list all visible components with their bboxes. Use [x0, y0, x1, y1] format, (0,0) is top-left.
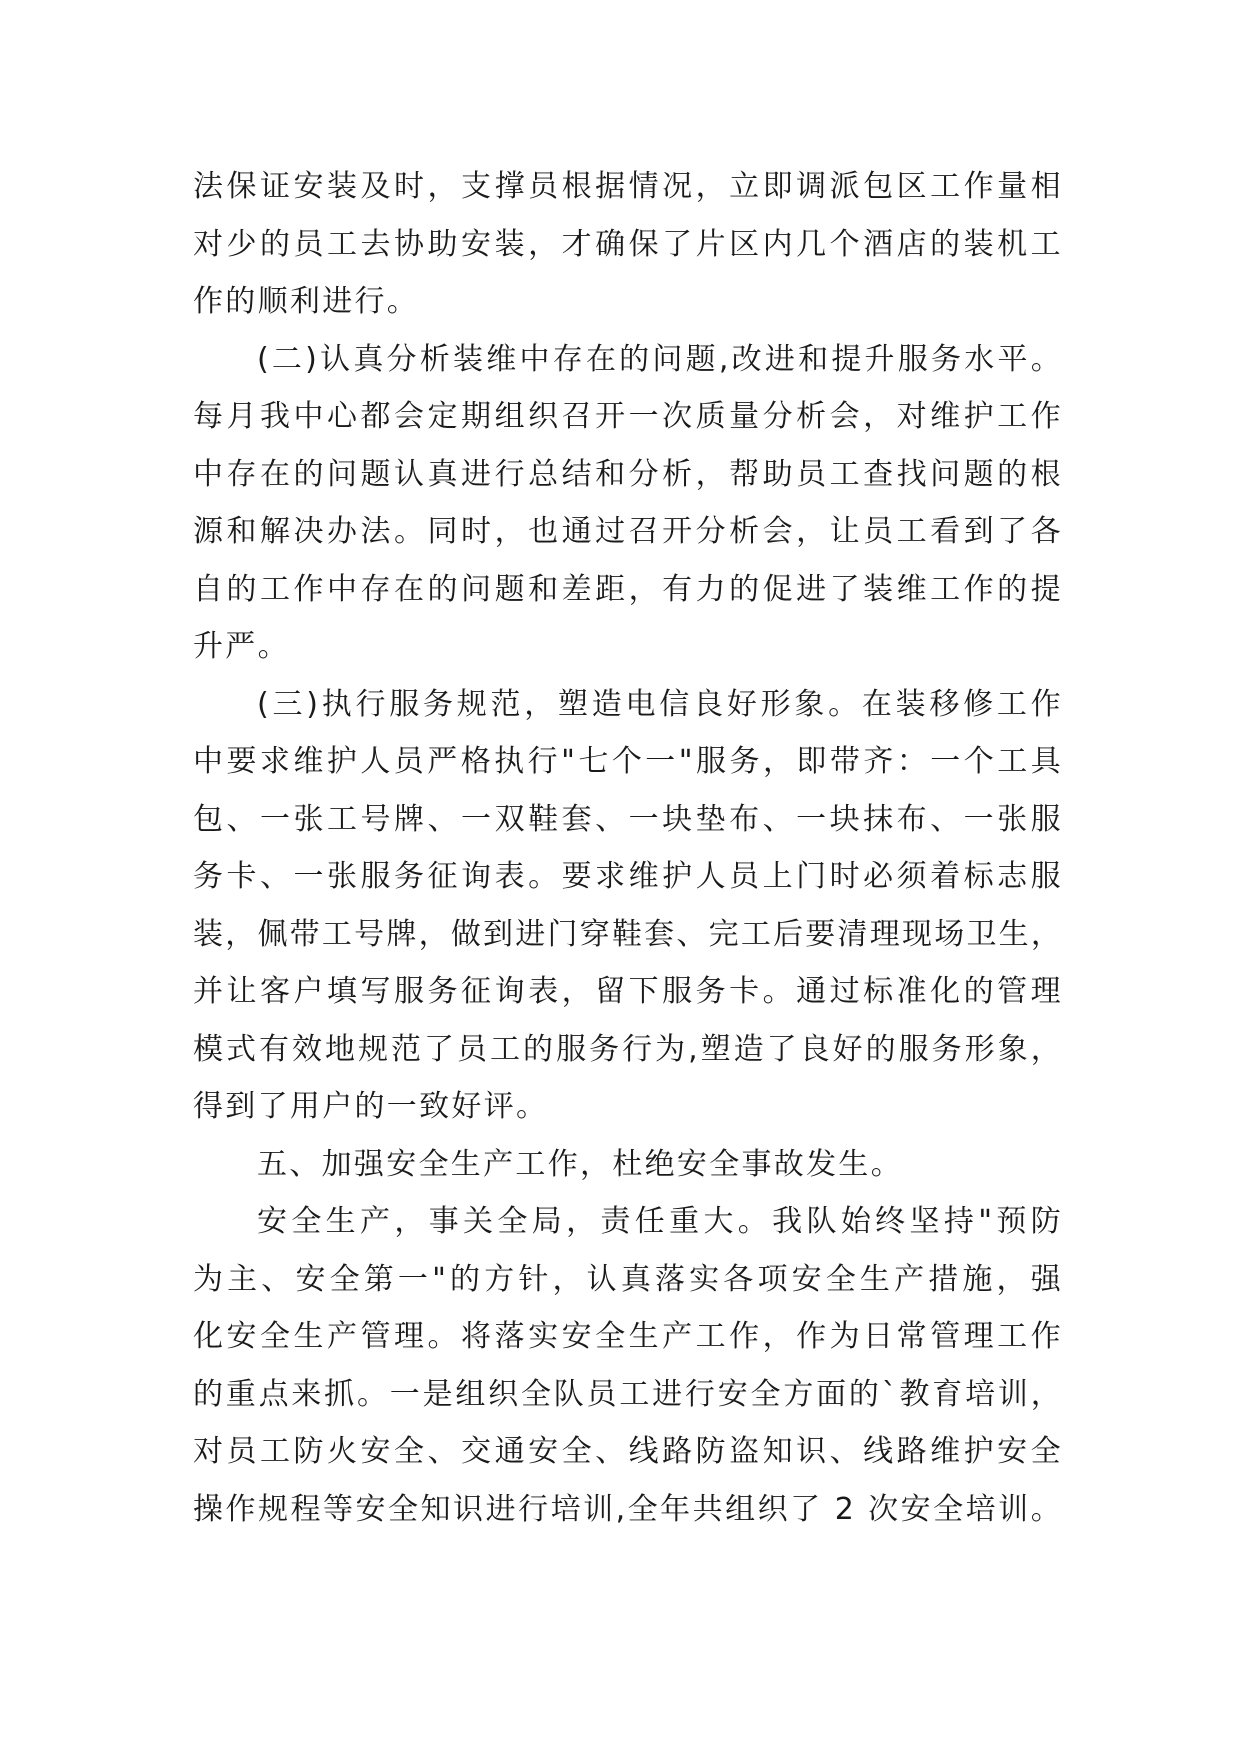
text-line: 升严。: [193, 629, 290, 664]
text-line: 并让客户填写服务征询表，留下服务卡。通过标准化的管理: [193, 974, 1063, 1009]
body-text: [193, 158, 1063, 1538]
text-line: 装，佩带工号牌，做到进门穿鞋套、完工后要清理现场卫生，: [193, 916, 1063, 952]
text-line: 安全生产，事关全局，责任重大。我队始终坚持"预防: [257, 1204, 1063, 1239]
text-line: 中要求维护人员严格执行"七个一"服务，即带齐：一个工具: [193, 744, 1063, 779]
text-line: 得到了用户的一致好评。: [193, 1089, 549, 1124]
text-line: 源和解决办法。同时，也通过召开分析会，让员工看到了各: [193, 514, 1063, 549]
text-line: 操作规程等安全知识进行培训,全年共组织了 2 次安全培训。: [193, 1491, 1063, 1527]
text-line: 自的工作中存在的问题和差距，有力的促进了装维工作的提: [193, 571, 1063, 607]
text-line: 包、一张工号牌、一双鞋套、一块垫布、一块抹布、一张服: [193, 801, 1063, 837]
text-line: (三)执行服务规范，塑造电信良好形象。在装移修工作: [257, 686, 1063, 722]
text-line: 作的顺利进行。: [193, 284, 420, 319]
text-line: (二)认真分析装维中存在的问题,改进和提升服务水平。: [257, 341, 1063, 377]
text-line: 模式有效地规范了员工的服务行为,塑造了良好的服务形象，: [193, 1031, 1063, 1067]
text-line: 的重点来抓。一是组织全队员工进行安全方面的`教育培训，: [193, 1376, 1063, 1412]
text-line: 中存在的问题认真进行总结和分析，帮助员工查找问题的根: [193, 456, 1063, 492]
text-line: 对少的员工去协助安装，才确保了片区内几个酒店的装机工: [193, 226, 1063, 262]
text-line: 化安全生产管理。将落实安全生产工作，作为日常管理工作: [193, 1319, 1063, 1354]
text-line: 务卡、一张服务征询表。要求维护人员上门时必须着标志服: [193, 859, 1063, 894]
section-heading: 五、加强安全生产工作，杜绝安全事故发生。: [257, 1146, 903, 1182]
text-line: 法保证安装及时，支撑员根据情况，立即调派包区工作量相: [193, 169, 1063, 204]
text-line: 对员工防火安全、交通安全、线路防盗知识、线路维护安全: [193, 1434, 1063, 1469]
text-line: 为主、安全第一"的方针，认真落实各项安全生产措施，强: [193, 1261, 1063, 1297]
text-line: 每月我中心都会定期组织召开一次质量分析会，对维护工作: [193, 399, 1063, 434]
